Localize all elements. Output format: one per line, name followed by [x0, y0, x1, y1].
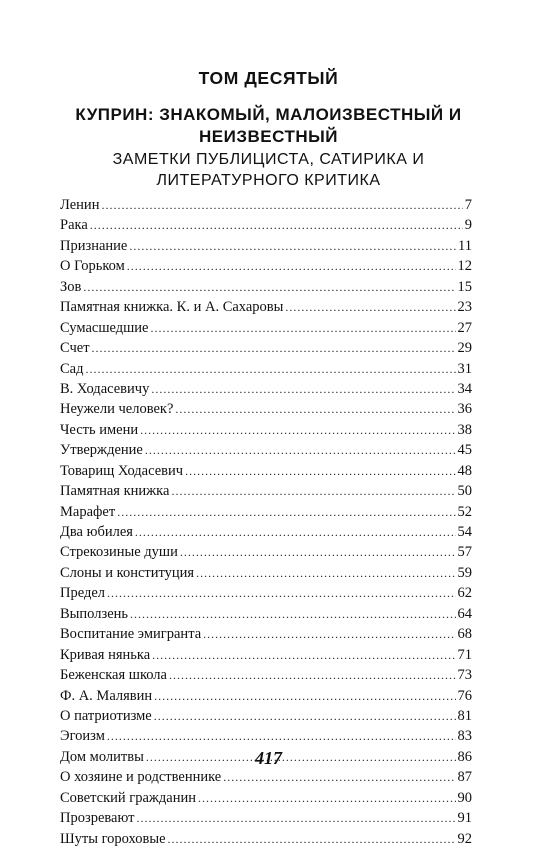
- dot-leader: [135, 522, 456, 542]
- dot-leader: [171, 481, 455, 501]
- dot-leader: [107, 726, 456, 746]
- toc-entry-page: 68: [457, 626, 472, 643]
- dot-leader: [285, 297, 455, 317]
- dot-leader: [198, 788, 455, 808]
- toc-entry-page: 92: [457, 830, 472, 847]
- dot-leader: [150, 318, 455, 338]
- toc-entry-title: Честь имени: [60, 421, 139, 438]
- dot-leader: [154, 686, 455, 706]
- toc-entry: [60, 522, 472, 542]
- toc-entry-title: Предел: [60, 585, 106, 602]
- section-title-line: НЕИЗВЕСТНЫЙ: [199, 127, 338, 146]
- dot-leader: [130, 604, 455, 624]
- dot-leader: [175, 399, 455, 419]
- toc-entry-page: 87: [457, 769, 472, 786]
- toc-entry-title: Памятная книжка. К. и А. Сахаровы: [60, 299, 284, 316]
- toc-entry-title: Памятная книжка: [60, 483, 170, 500]
- toc-entry-title: Стрекозиные души: [60, 544, 178, 561]
- toc-entry-page: 11: [458, 237, 472, 254]
- toc-entry: [60, 379, 472, 399]
- toc-entry: [60, 399, 472, 419]
- dot-leader: [86, 359, 456, 379]
- toc-entry: [60, 829, 472, 849]
- toc-entry-page: 64: [457, 605, 472, 622]
- toc-entry-title: О патриотизме: [60, 707, 152, 724]
- section-title-line: КУПРИН: ЗНАКОМЫЙ, МАЛОИЗВЕСТНЫЙ И: [75, 105, 462, 124]
- toc-entry-title: Два юбилея: [60, 524, 133, 540]
- toc-entry-page: 31: [457, 360, 472, 377]
- dot-leader: [117, 502, 455, 522]
- toc-entry: [60, 788, 472, 808]
- page-number: 417: [255, 748, 282, 768]
- dot-leader: [101, 195, 462, 215]
- toc-entry: [60, 767, 472, 787]
- toc-entry-page: 23: [457, 299, 472, 316]
- toc-entry-page: 38: [457, 421, 472, 438]
- toc-entry-page: 76: [457, 687, 472, 704]
- toc-entry-title: Советский гражданин: [60, 789, 197, 806]
- toc-entry-page: 9: [464, 217, 472, 234]
- toc-entry-page: 48: [457, 462, 472, 479]
- dot-leader: [185, 461, 455, 481]
- toc-entry-page: 52: [457, 503, 472, 520]
- toc-entry: [60, 502, 472, 522]
- toc-entry-page: 34: [457, 380, 472, 397]
- toc-entry-page: 86: [457, 748, 472, 765]
- toc-entry-title: О хозяине и родственнике: [60, 769, 222, 786]
- toc-entry-page: 50: [457, 483, 472, 500]
- toc-entry-title: Счет: [60, 340, 90, 357]
- toc-entry: [60, 542, 472, 562]
- toc-entry-title: Сумасшедшие: [60, 319, 149, 336]
- toc-entry: [60, 583, 472, 603]
- toc-entry-page: 29: [457, 340, 472, 357]
- toc-entry: [60, 624, 472, 644]
- volume-title: ТОМ ДЕСЯТЫЙ: [198, 68, 339, 88]
- toc-entry: [60, 195, 472, 215]
- toc-entry-title: Товарищ Ходасевич: [60, 462, 184, 479]
- toc-entry: [60, 277, 472, 297]
- toc-entry-title: Ф. А. Малявин: [60, 687, 153, 704]
- dot-leader: [223, 767, 455, 787]
- dot-leader: [140, 420, 455, 440]
- dot-leader: [129, 236, 456, 256]
- dot-leader: [168, 829, 456, 849]
- dot-leader: [127, 256, 456, 276]
- toc-entry-title: Беженская школа: [60, 667, 167, 684]
- toc-entry-page: 91: [457, 810, 472, 827]
- toc-entry-page: 36: [457, 401, 472, 418]
- toc-entry-title: Эгоизм: [60, 728, 105, 745]
- toc-entry-title: В. Ходасевичу: [60, 380, 150, 397]
- toc-entry-title: Кривая нянька: [60, 646, 151, 663]
- toc-entry-page: 15: [457, 278, 472, 295]
- toc-entry: [60, 359, 472, 379]
- subsection-title: [80, 149, 457, 191]
- dot-leader: [136, 808, 455, 828]
- toc-entry: [60, 461, 472, 481]
- toc-entry-title: Неужели человек?: [60, 401, 174, 418]
- toc-entry-title: Марафет: [60, 503, 116, 520]
- toc-entry: [60, 665, 472, 685]
- toc-entry-page: 27: [457, 319, 472, 336]
- toc-entry-page: 54: [457, 524, 472, 540]
- toc-entry-title: Сад: [60, 360, 84, 377]
- toc-entry-title: Прозревают: [60, 810, 135, 827]
- toc-entry-page: 81: [457, 707, 472, 724]
- dot-leader: [152, 645, 455, 665]
- toc-entry-title: Дом молитвы: [60, 748, 144, 765]
- toc-entry-title: Зов: [60, 278, 82, 295]
- toc-entry-page: 71: [457, 646, 472, 663]
- toc-entry-page: 57: [457, 544, 472, 561]
- dot-leader: [145, 440, 456, 460]
- dot-leader: [107, 583, 455, 603]
- toc-entry: [60, 808, 472, 828]
- toc-entry: [60, 686, 472, 706]
- toc-entry-title: Ленин: [60, 197, 100, 213]
- toc-entry-page: 45: [457, 442, 472, 459]
- toc-entry: [60, 726, 472, 746]
- toc-entry-title: Признание: [60, 237, 128, 254]
- dot-leader: [83, 277, 455, 297]
- toc-entry-page: 62: [457, 585, 472, 602]
- toc-entry: [60, 440, 472, 460]
- toc-entry: [60, 481, 472, 501]
- toc-entry-title: Слоны и конституция: [60, 564, 195, 581]
- subsection-title-line: ЛИТЕРАТУРНОГО КРИТИКА: [156, 172, 381, 189]
- toc-entry: [60, 215, 472, 235]
- section-title: [60, 104, 477, 148]
- toc-entry-title: Рака: [60, 217, 88, 234]
- toc-entry-title: Выползень: [60, 605, 129, 622]
- dot-leader: [169, 665, 456, 685]
- toc-entry-page: 83: [457, 728, 472, 745]
- toc-entry-page: 59: [457, 564, 472, 581]
- toc-entry: [60, 706, 472, 726]
- toc-entry-title: Воспитание эмигранта: [60, 626, 202, 643]
- toc-entry: [60, 297, 472, 317]
- dot-leader: [203, 624, 455, 644]
- toc-entry: [60, 420, 472, 440]
- toc-entry: [60, 338, 472, 358]
- dot-leader: [92, 338, 456, 358]
- toc-entry-page: 73: [457, 667, 472, 684]
- toc-entry: [60, 563, 472, 583]
- dot-leader: [90, 215, 463, 235]
- toc-entry-title: Шуты гороховые: [60, 830, 166, 847]
- dot-leader: [196, 563, 455, 583]
- toc-entry-title: О Горьком: [60, 258, 125, 275]
- toc-entry: [60, 645, 472, 665]
- toc-entry-page: 90: [457, 789, 472, 806]
- dot-leader: [154, 706, 456, 726]
- toc-entry-page: 12: [457, 258, 472, 275]
- toc-entry-page: 7: [464, 197, 472, 213]
- dot-leader: [180, 542, 456, 562]
- dot-leader: [151, 379, 455, 399]
- toc-entry-title: Утверждение: [60, 442, 143, 459]
- toc-entry: [60, 236, 472, 256]
- toc-entry: [60, 318, 472, 338]
- subsection-title-line: ЗАМЕТКИ ПУБЛИЦИСТА, САТИРИКА И: [112, 151, 425, 168]
- toc-entry: [60, 604, 472, 624]
- toc-entry: [60, 256, 472, 276]
